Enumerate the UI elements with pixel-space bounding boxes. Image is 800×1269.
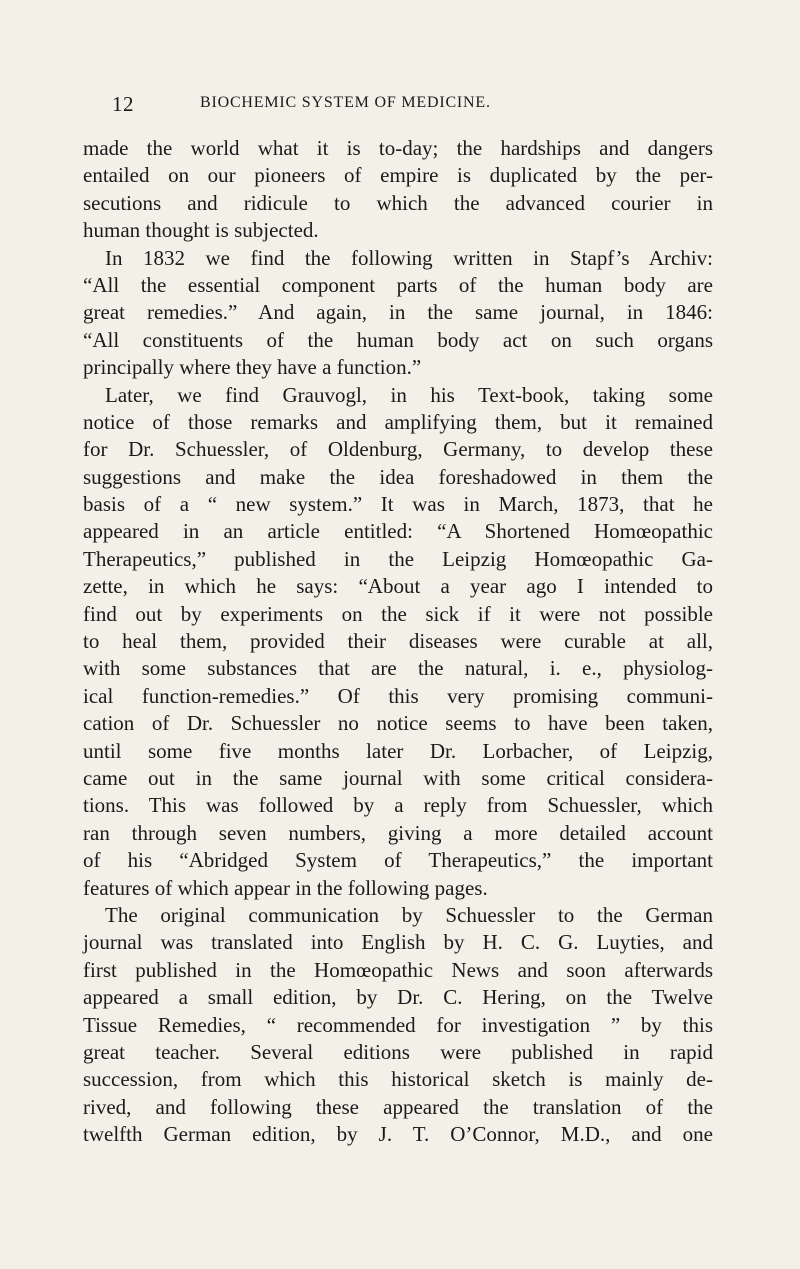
text-line: principally where they have a function.” — [83, 355, 422, 380]
text-line: journal was translated into English by H. C. G. Luyties, and — [83, 930, 713, 955]
text-line: to heal them, provided their diseases were curable at all, — [83, 629, 713, 654]
text-line: succession, from which this historical sketch is mainly de- — [83, 1067, 713, 1092]
text-line: features of which appear in the following pages. — [83, 875, 488, 900]
text-line: notice of those remarks and amplifying them, but it remained — [83, 409, 713, 434]
text-line: rived, and following these appeared the translation of the — [83, 1094, 713, 1119]
page-number: 12 — [112, 92, 134, 116]
text-line: great remedies.” And again, in the same journal, in 1846: — [83, 300, 713, 325]
text-line: appeared a small edition, by Dr. C. Hering, on the Twelve — [83, 985, 713, 1010]
text-line: entailed on our pioneers of empire is duplicated by the per- — [83, 163, 713, 188]
text-line: first published in the Homœopathic News and soon afterwards — [83, 957, 713, 982]
text-line: of his “Abridged System of Therapeutics,” the important — [83, 848, 713, 873]
text-line: suggestions and make the idea foreshadowed in them the — [83, 464, 713, 489]
text-line: twelfth German edition, by J. T. O’Connor, M.D., and one — [83, 1122, 713, 1147]
text-line: until some five months later Dr. Lorbacher, of Leipzig, — [83, 738, 713, 763]
text-line: Later, we find Grauvogl, in his Text-book, taking some — [105, 382, 713, 407]
text-line: cation of Dr. Schuessler no notice seems to have been taken, — [83, 711, 713, 736]
text-line: tions. This was followed by a reply from Schuessler, which — [83, 793, 713, 818]
text-line: basis of a “ new system.” It was in March, 1873, that he — [83, 492, 713, 517]
text-line: with some substances that are the natural, i. e., physiolog- — [83, 656, 713, 681]
text-line: made the world what it is to-day; the hardships and dangers — [83, 136, 713, 160]
text-line: In 1832 we find the following written in Stapf’s Archiv: — [105, 245, 713, 270]
text-line: for Dr. Schuessler, of Oldenburg, Germany, to develop these — [83, 437, 713, 462]
text-line: great teacher. Several editions were published in rapid — [83, 1039, 713, 1064]
text-line: ical function-remedies.” Of this very promising communi- — [83, 683, 713, 708]
text-line: Tissue Remedies, “ recommended for investigation ” by this — [83, 1012, 713, 1037]
text-line: ran through seven numbers, giving a more detailed account — [83, 820, 713, 845]
text-line: came out in the same journal with some critical considera- — [83, 765, 713, 790]
text-line: human thought is subjected. — [83, 218, 319, 243]
text-line: zette, in which he says: “About a year ago I intended to — [83, 574, 713, 599]
body-text — [83, 135, 713, 1148]
text-line: “All constituents of the human body act on such organs — [83, 327, 713, 352]
text-line: Therapeutics,” published in the Leipzig Homœopathic Ga- — [83, 546, 713, 571]
running-head — [112, 92, 712, 116]
text-line: The original communication by Schuessler to the German — [105, 902, 713, 927]
text-line: find out by experiments on the sick if it were not possible — [83, 601, 713, 626]
text-line: appeared in an article entitled: “A Shortened Homœopathic — [83, 519, 713, 544]
text-line: secutions and ridicule to which the advanced courier in — [83, 190, 713, 215]
running-title: BIOCHEMIC SYSTEM OF MEDICINE. — [200, 94, 491, 111]
text-line: “All the essential component parts of the human body are — [83, 272, 713, 297]
